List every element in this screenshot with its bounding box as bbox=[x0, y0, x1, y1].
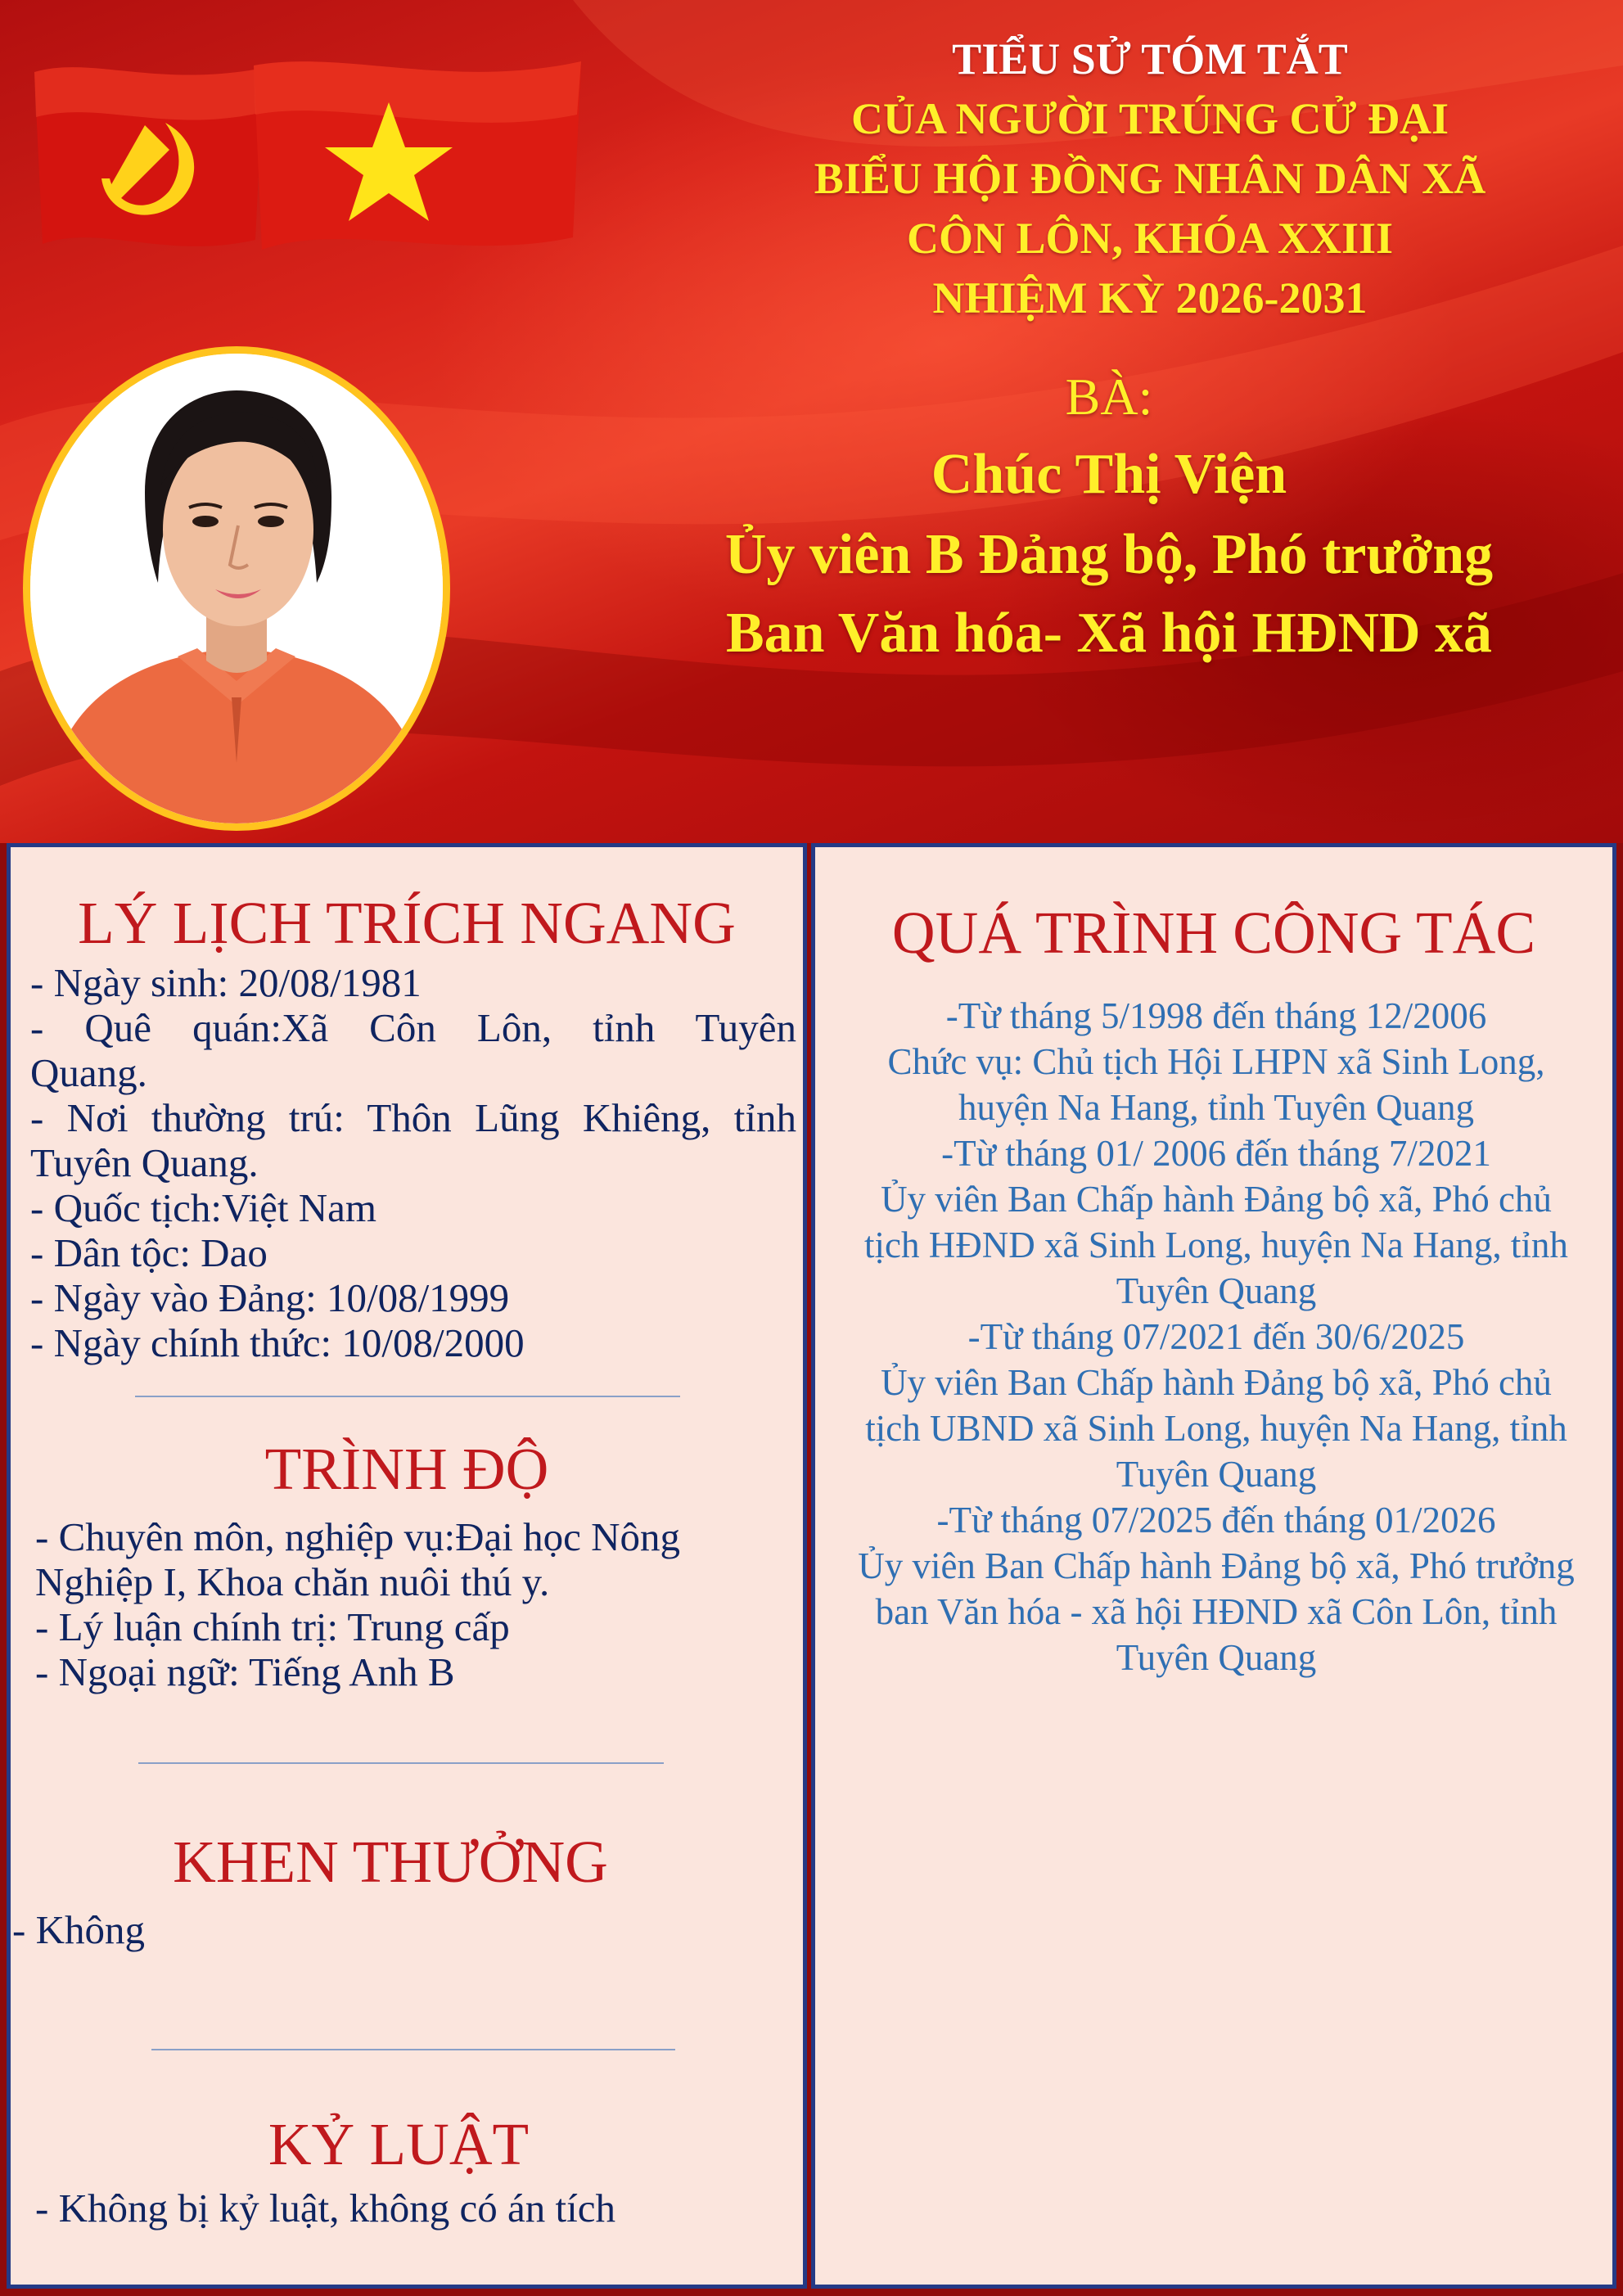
education-line: - Chuyên môn, nghiệp vụ:Đại học Nông bbox=[35, 1514, 680, 1559]
work-line: -Từ tháng 01/ 2006 đến tháng 7/2021 bbox=[941, 1133, 1491, 1174]
title-line: CỦA NGƯỜI TRÚNG CỬ ĐẠI bbox=[850, 94, 1449, 143]
work-line: ban Văn hóa - xã hội HĐND xã Côn Lôn, tỉnh bbox=[875, 1591, 1558, 1632]
work-line: Tuyên Quang bbox=[1116, 1637, 1317, 1678]
section-divider bbox=[135, 1396, 680, 1397]
work-line: Ủy viên Ban Chấp hành Đảng bộ xã, Phó chủ bbox=[881, 1362, 1552, 1403]
discipline-text: - Không bị kỷ luật, không có án tích bbox=[35, 2185, 616, 2231]
education-line: - Ngoại ngữ: Tiếng Anh B bbox=[35, 1649, 455, 1694]
header-banner bbox=[0, 0, 1623, 843]
portrait-frame bbox=[23, 346, 450, 831]
bio-line: - Quốc tịch:Việt Nam bbox=[30, 1185, 376, 1230]
person-role-line: Ban Văn hóa- Xã hội HĐND xã bbox=[725, 602, 1493, 665]
document-title bbox=[720, 29, 1580, 328]
work-line: huyện Na Hang, tỉnh Tuyên Quang bbox=[958, 1087, 1474, 1128]
bio-line: Quang. bbox=[30, 1050, 147, 1095]
work-line: tịch HĐND xã Sinh Long, huyện Na Hang, tỉnh bbox=[864, 1225, 1568, 1265]
section-divider bbox=[138, 1762, 664, 1764]
work-line: Chức vụ: Chủ tịch Hội LHPN xã Sinh Long, bbox=[887, 1041, 1545, 1082]
bio-line: - Ngày chính thức: 10/08/2000 bbox=[30, 1320, 525, 1365]
bio-line: - Quê quán:Xã Côn Lôn, tỉnh Tuyên bbox=[30, 1005, 796, 1050]
awards-heading: KHEN THƯỞNG bbox=[173, 1829, 608, 1895]
work-line: -Từ tháng 07/2021 đến 30/6/2025 bbox=[967, 1316, 1465, 1357]
education-line: Nghiệp I, Khoa chăn nuôi thú y. bbox=[35, 1559, 550, 1604]
bio-heading: LÝ LỊCH TRÍCH NGANG bbox=[78, 890, 736, 956]
title-line: BIỂU HỘI ĐỒNG NHÂN DÂN XÃ bbox=[814, 154, 1486, 203]
work-line: Tuyên Quang bbox=[1116, 1270, 1317, 1311]
work-line: tịch UBND xã Sinh Long, huyện Na Hang, tỉnh bbox=[865, 1408, 1567, 1449]
bio-line: Tuyên Quang. bbox=[30, 1140, 259, 1185]
work-line: Tuyên Quang bbox=[1116, 1454, 1317, 1495]
party-flag-icon bbox=[26, 56, 272, 260]
bio-line: - Dân tộc: Dao bbox=[30, 1230, 268, 1275]
title-line: TIỂU SỬ TÓM TẮT bbox=[952, 34, 1348, 83]
bio-line: - Ngày vào Đảng: 10/08/1999 bbox=[30, 1275, 510, 1320]
work-line: Ủy viên Ban Chấp hành Đảng bộ xã, Phó trưởng bbox=[858, 1545, 1575, 1586]
profile-panel bbox=[7, 843, 807, 2289]
bio-line: - Nơi thường trú: Thôn Lũng Khiêng, tỉnh bbox=[30, 1095, 796, 1140]
education-line: - Lý luận chính trị: Trung cấp bbox=[35, 1604, 510, 1649]
title-line: NHIỆM KỲ 2026-2031 bbox=[932, 273, 1368, 323]
discipline-heading: KỶ LUẬT bbox=[268, 2111, 530, 2177]
work-line: Ủy viên Ban Chấp hành Đảng bộ xã, Phó chủ bbox=[881, 1179, 1552, 1220]
awards-text: - Không bbox=[12, 1907, 145, 1952]
national-flag-icon bbox=[246, 57, 589, 262]
work-line: -Từ tháng 07/2025 đến tháng 01/2026 bbox=[936, 1500, 1496, 1540]
portrait-photo bbox=[30, 354, 443, 823]
person-honorific: BÀ: bbox=[1065, 368, 1153, 426]
bio-line: - Ngày sinh: 20/08/1981 bbox=[30, 960, 422, 1005]
work-history-panel bbox=[811, 843, 1616, 2289]
section-divider bbox=[151, 2049, 675, 2050]
work-line: -Từ tháng 5/1998 đến tháng 12/2006 bbox=[945, 995, 1487, 1036]
person-role-line: Ủy viên B Đảng bộ, Phó trưởng bbox=[724, 523, 1494, 586]
education-heading: TRÌNH ĐỘ bbox=[264, 1436, 549, 1502]
title-line: CÔN LÔN, KHÓA XXIII bbox=[906, 214, 1394, 263]
person-name: Chúc Thị Viện bbox=[931, 443, 1287, 506]
person-info bbox=[606, 360, 1612, 673]
work-heading: QUÁ TRÌNH CÔNG TÁC bbox=[891, 900, 1536, 966]
